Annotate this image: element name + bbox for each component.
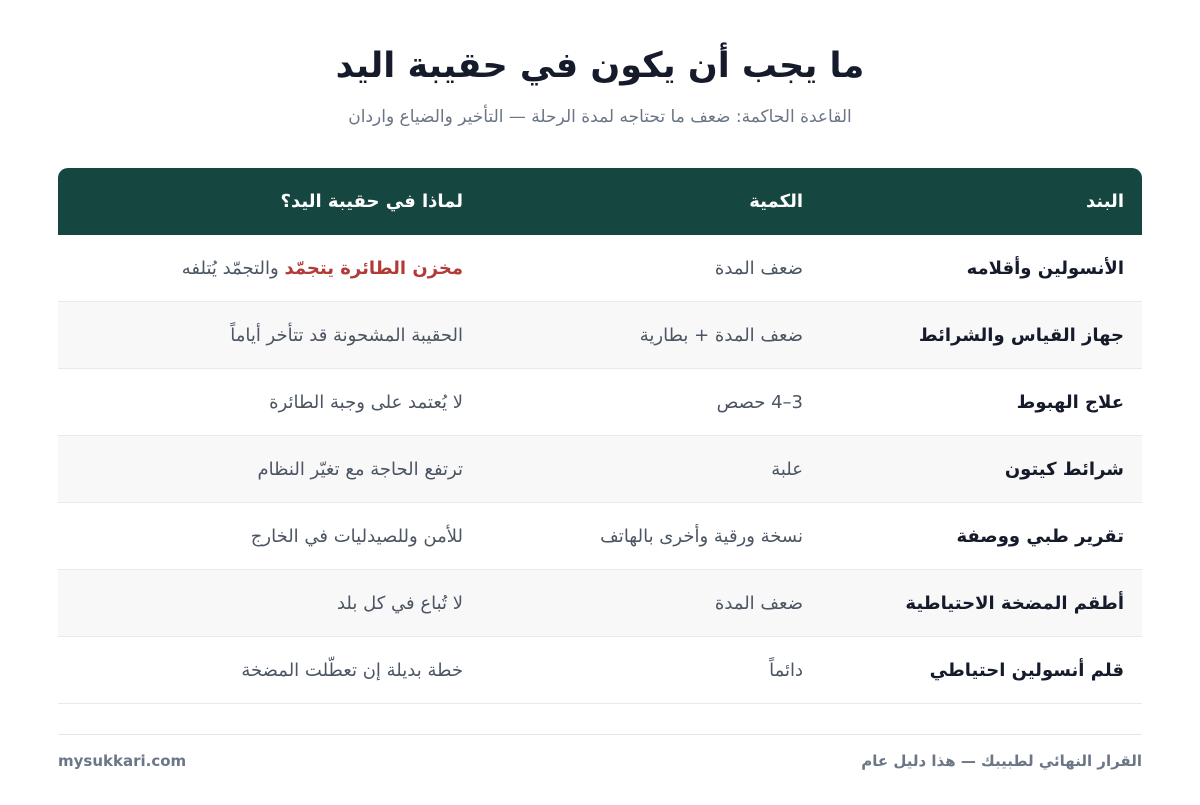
row-why: للأمن وللصيدليات في الخارج — [250, 525, 463, 547]
table-row — [58, 503, 1142, 570]
row-item: أطقم المضخة الاحتياطية — [905, 592, 1124, 614]
table-row — [58, 369, 1142, 436]
row-quantity: دائماً — [769, 659, 803, 681]
carry-on-table — [58, 168, 1142, 704]
column-header-quantity: الكمية — [749, 191, 803, 212]
column-header-item: البند — [1085, 191, 1124, 212]
row-item: قلم أنسولين احتياطي — [929, 659, 1124, 681]
column-header-why: لماذا في حقيبة اليد؟ — [280, 191, 463, 212]
table-row — [58, 235, 1142, 302]
page-subtitle: القاعدة الحاكمة: ضعف ما تحتاجه لمدة الرحلة — التأخير والضياع واردان — [348, 107, 852, 127]
row-why-rest: والتجمّد يُتلفه — [181, 257, 285, 279]
row-quantity: ضعف المدة — [714, 257, 803, 279]
row-why: لا يُعتمد على وجبة الطائرة — [269, 391, 463, 413]
row-quantity: 3–4 حصص — [716, 391, 803, 413]
table-row — [58, 302, 1142, 369]
footer-disclaimer: القرار النهائي لطبيبك — هذا دليل عام — [861, 752, 1142, 770]
row-why: ترتفع الحاجة مع تغيّر النظام — [257, 458, 463, 480]
row-quantity: ضعف المدة — [714, 592, 803, 614]
row-why: الحقيبة المشحونة قد تتأخر أياماً — [230, 324, 463, 346]
row-quantity: علبة — [771, 458, 803, 480]
row-item: علاج الهبوط — [1016, 391, 1124, 413]
footer-divider — [58, 734, 1142, 735]
row-why: خطة بديلة إن تعطّلت المضخة — [241, 659, 463, 681]
row-why-highlight: مخزن الطائرة يتجمّد — [284, 257, 463, 279]
row-item: تقرير طبي ووصفة — [956, 525, 1124, 547]
row-quantity: ضعف المدة + بطارية — [639, 324, 803, 346]
table-row — [58, 570, 1142, 637]
table-row — [58, 436, 1142, 503]
row-item: جهاز القياس والشرائط — [918, 324, 1124, 346]
table-row — [58, 637, 1142, 704]
row-quantity: نسخة ورقية وأخرى بالهاتف — [600, 525, 803, 547]
row-item: الأنسولين وأقلامه — [966, 257, 1124, 279]
row-why — [182, 235, 463, 301]
page-title: ما يجب أن يكون في حقيبة اليد — [335, 46, 865, 86]
row-item: شرائط كيتون — [1004, 458, 1124, 480]
footer-site-link[interactable]: mysukkari.com — [58, 752, 187, 770]
row-why: لا تُباع في كل بلد — [336, 592, 463, 614]
table-header — [58, 168, 1142, 235]
